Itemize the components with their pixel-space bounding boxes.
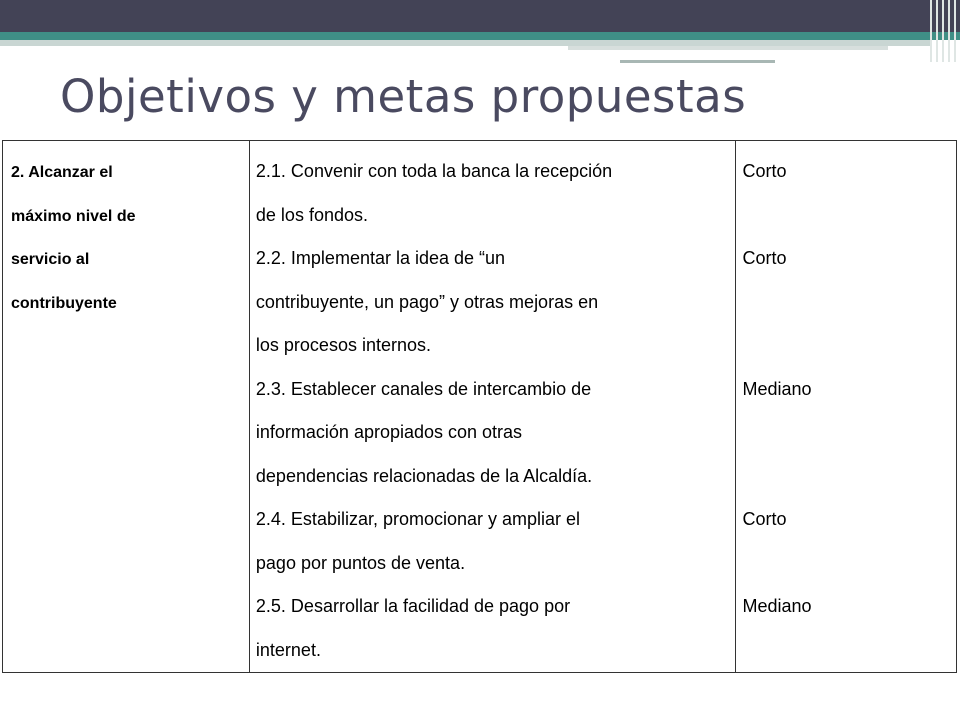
goal-2-line: contribuyente, un pago” y otras mejoras en <box>255 291 599 312</box>
page-title: Objetivos y metas propuestas <box>60 70 747 123</box>
objective-line: 2. Alcanzar el <box>11 164 113 181</box>
objective-text <box>3 141 226 325</box>
goal-1-line: de los fondos. <box>255 204 368 225</box>
objective-line: servicio al <box>11 251 90 268</box>
goal-1-line: 2.1. Convenir con toda la banca la recepción <box>255 161 613 181</box>
objective-line: máximo nivel de <box>11 207 136 225</box>
goal-1-term: Corto <box>742 161 787 181</box>
goal-2-line: 2.2. Implementar la idea de “un <box>255 248 506 268</box>
header-band <box>0 0 960 32</box>
goals-cell <box>249 141 736 673</box>
goal-4-term: Corto <box>742 509 787 529</box>
objective-line: contribuyente <box>11 294 117 312</box>
objectives-table <box>2 140 957 673</box>
goal-5-term: Mediano <box>742 596 812 616</box>
header-accent-band <box>0 32 960 40</box>
goal-3-line: dependencias relacionadas de la Alcaldía. <box>255 465 593 486</box>
goal-3-line: información apropiados con otras <box>255 422 523 442</box>
objective-cell <box>3 141 250 673</box>
header-rule-accent <box>620 60 775 63</box>
term-cell <box>736 141 957 673</box>
header-rule-highlight <box>568 52 888 54</box>
goal-3-term: Mediano <box>742 378 812 399</box>
goal-2-line: los procesos internos. <box>255 335 431 355</box>
header-rule-short <box>568 46 888 50</box>
table-row <box>3 141 957 673</box>
header-edge-stripes <box>926 0 960 62</box>
goal-5-line: internet. <box>255 639 321 660</box>
goals-list <box>250 141 736 672</box>
goal-3-line: 2.3. Establecer canales de intercambio de <box>255 378 592 399</box>
goal-5-line: 2.5. Desarrollar la facilidad de pago por <box>255 596 571 616</box>
goal-4-line: 2.4. Estabilizar, promocionar y ampliar el <box>255 509 581 529</box>
goal-4-line: pago por puntos de venta. <box>255 552 466 573</box>
goal-2-term: Corto <box>742 248 787 268</box>
terms-list <box>736 141 956 672</box>
